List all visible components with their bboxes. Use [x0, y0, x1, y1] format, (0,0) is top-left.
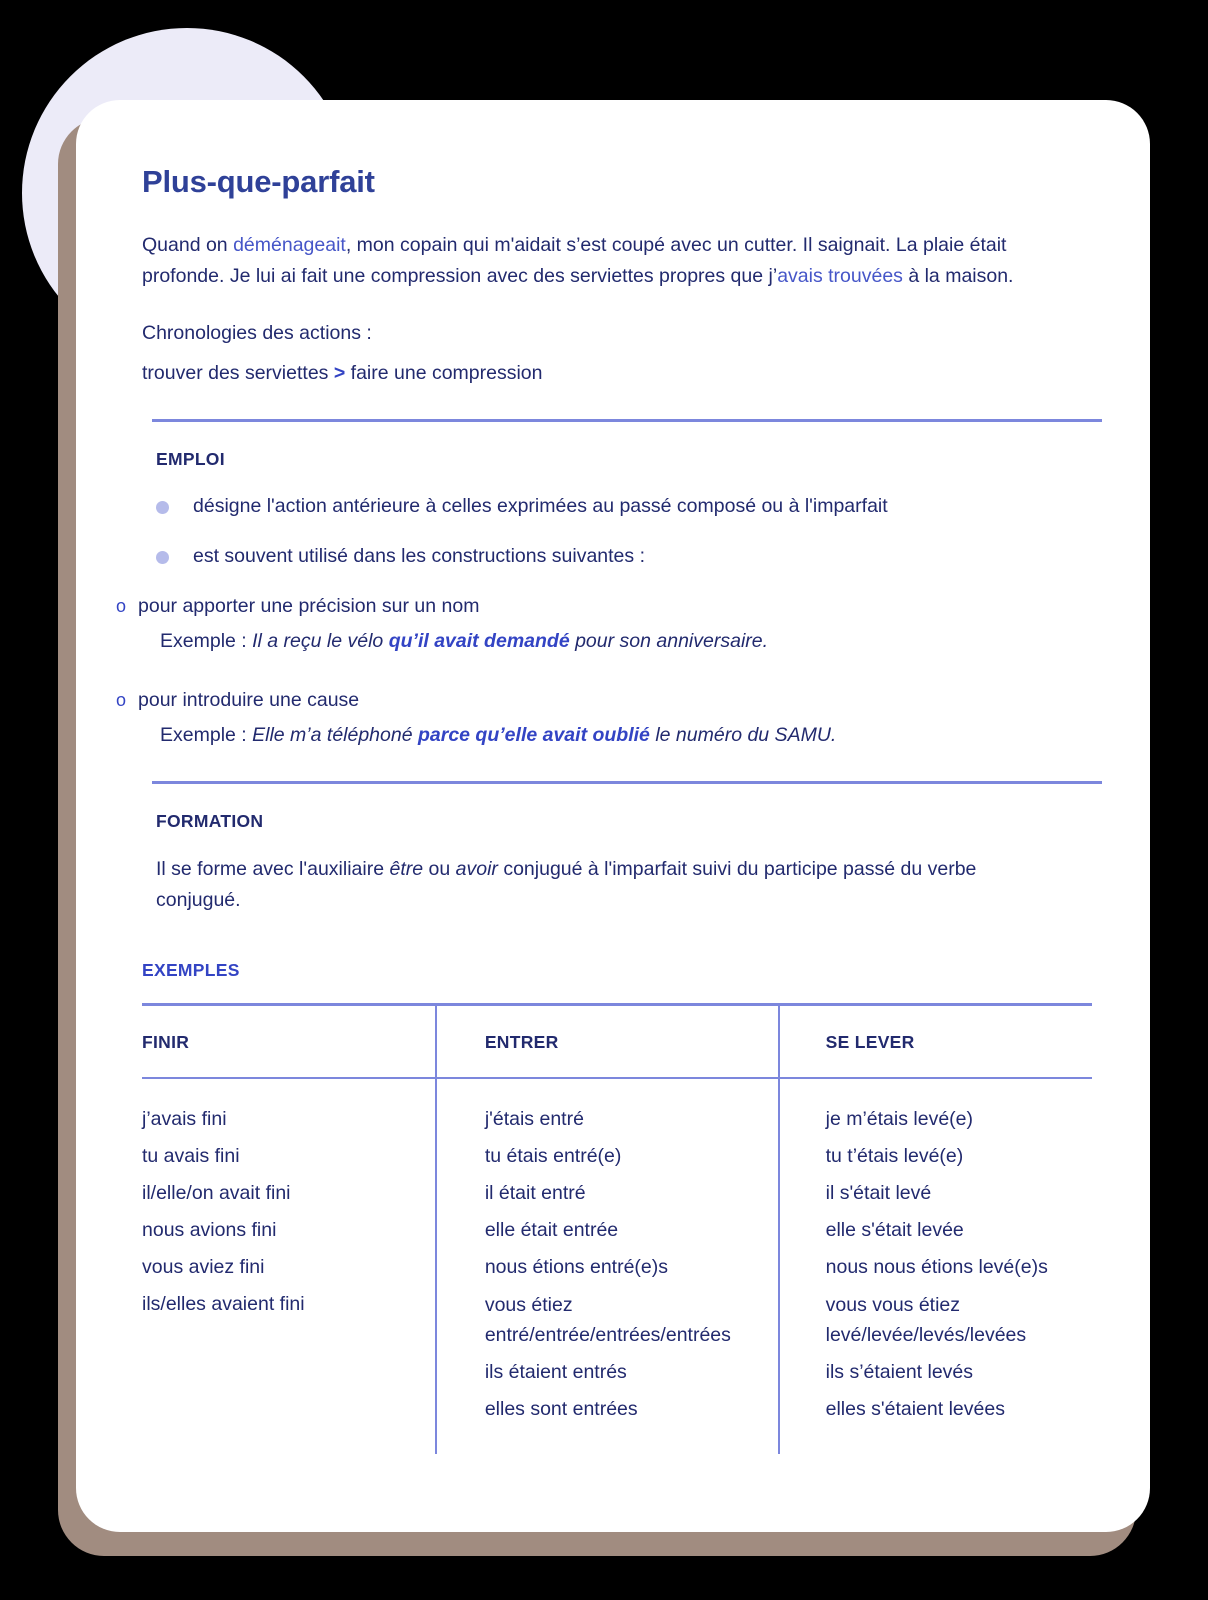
conjugation-form: vous aviez fini — [142, 1256, 265, 1278]
sub-item-row — [116, 686, 1098, 714]
column-header-entrer: ENTRER — [435, 1006, 778, 1077]
conjugation-form: nous avions fini — [142, 1219, 277, 1241]
grammar-card — [76, 100, 1150, 1532]
chronologies-sequence — [142, 358, 1098, 388]
sequence-arrow-icon: > — [333, 362, 346, 384]
conjugation-list-se-lever — [826, 1101, 1092, 1428]
example-sentence-after: le numéro du SAMU. — [649, 724, 837, 746]
conjugation-form: elles s'étaient levées — [825, 1398, 1005, 1420]
section-heading-exemples: EXEMPLES — [142, 960, 240, 980]
emploi-bullet-list — [156, 492, 1098, 570]
auxiliary-etre: être — [389, 858, 424, 880]
formation-text-3: conjugué à l'imparfait suivi du participe passé du verbe conjugué. — [156, 858, 977, 911]
conjugation-table — [142, 1003, 1092, 1454]
conjugation-form: tu étais entré(e) — [484, 1145, 622, 1167]
conjugation-form: il était entré — [484, 1182, 586, 1204]
column-cell-finir — [142, 1079, 435, 1454]
conjugation-form: elles sont entrées — [484, 1398, 638, 1420]
section-heading-emploi: EMPLOI — [156, 449, 225, 469]
chronologies-first-action: trouver des serviettes — [142, 362, 334, 384]
page-title: Plus-que-parfait — [142, 164, 375, 199]
section-heading-formation: FORMATION — [156, 811, 264, 831]
conjugation-form: tu avais fini — [142, 1145, 240, 1167]
sub-item-row — [116, 592, 1098, 620]
conjugation-form: vous étiez entré/entrée/entrées/entrées — [484, 1294, 731, 1346]
column-cell-se-lever — [778, 1079, 1092, 1454]
list-item — [156, 542, 1098, 570]
bullet-dot-icon — [156, 501, 169, 514]
conjugation-form: je m’étais levé(e) — [825, 1108, 974, 1130]
column-header-finir: FINIR — [142, 1032, 190, 1052]
example-line — [160, 720, 1098, 750]
chronologies-label: Chronologies des actions : — [142, 322, 372, 344]
example-highlight: parce qu’elle avait oublié — [417, 724, 650, 746]
column-cell-entrer — [435, 1079, 778, 1454]
conjugation-form: nous nous étions levé(e)s — [825, 1256, 1048, 1278]
example-line — [160, 626, 1098, 656]
intro-paragraph — [142, 230, 1072, 292]
intro-text-1: Quand on — [142, 234, 234, 256]
example-highlight: qu’il avait demandé — [388, 630, 570, 652]
formation-paragraph — [156, 854, 1056, 916]
conjugation-form: j’avais fini — [142, 1108, 227, 1130]
example-sentence-before: Elle m’a téléphoné — [252, 724, 418, 746]
intro-text-3: à la maison. — [902, 265, 1014, 287]
bullet-dot-icon — [156, 551, 169, 564]
sub-item-label: pour introduire une cause — [138, 689, 360, 711]
conjugation-form: tu t’étais levé(e) — [825, 1145, 964, 1167]
conjugation-form: ils/elles avaient fini — [142, 1293, 305, 1315]
conjugation-form: vous vous étiez levé/levée/levés/levées — [825, 1294, 1027, 1346]
table-header-row — [142, 1006, 1092, 1077]
chronologies-second-action: faire une compression — [345, 362, 543, 384]
auxiliary-avoir: avoir — [455, 858, 498, 880]
conjugation-list-entrer — [485, 1101, 778, 1428]
bullet-text: désigne l'action antérieure à celles exprimées au passé composé ou à l'imparfait — [193, 495, 888, 517]
conjugation-form: elle s'était levée — [825, 1219, 964, 1241]
intro-highlight-1: déménageait — [233, 234, 346, 256]
example-prefix: Exemple : — [160, 724, 253, 746]
intro-highlight-2: avais trouvées — [777, 265, 903, 287]
conjugation-form: nous étions entré(e)s — [484, 1256, 668, 1278]
section-divider-emploi — [152, 419, 1102, 422]
conjugation-form: il s'était levé — [825, 1182, 932, 1204]
bullet-text: est souvent utilisé dans les constructions suivantes : — [193, 545, 645, 567]
emploi-sub-item-1 — [116, 592, 1098, 656]
formation-text-2: ou — [423, 858, 456, 880]
list-item — [156, 492, 1098, 520]
emploi-sub-item-2 — [116, 686, 1098, 750]
example-sentence-before: Il a reçu le vélo — [252, 630, 389, 652]
conjugation-form: j'étais entré — [484, 1108, 584, 1130]
intro-text-2: , mon copain qui m'aidait s’est coupé avec un cutter. Il saignait. La plaie était profonde. Je lui ai fait une compression avec des serviettes propres que j’ — [142, 234, 1007, 287]
conjugation-form: ils s’étaient levés — [825, 1361, 974, 1383]
table-body-row — [142, 1079, 1092, 1454]
conjugation-form: ils étaient entrés — [484, 1361, 627, 1383]
conjugation-list-finir — [142, 1101, 435, 1323]
conjugation-form: il/elle/on avait fini — [142, 1182, 291, 1204]
sub-item-label: pour apporter une précision sur un nom — [138, 595, 480, 617]
column-header-se-lever: SE LEVER — [778, 1006, 1092, 1077]
hollow-circle-marker-icon: o — [116, 690, 127, 710]
example-sentence-after: pour son anniversaire. — [569, 630, 769, 652]
hollow-circle-marker-icon: o — [116, 596, 127, 616]
formation-text-1: Il se forme avec l'auxiliaire — [156, 858, 390, 880]
conjugation-form: elle était entrée — [484, 1219, 619, 1241]
section-divider-formation — [152, 781, 1102, 784]
example-prefix: Exemple : — [160, 630, 253, 652]
